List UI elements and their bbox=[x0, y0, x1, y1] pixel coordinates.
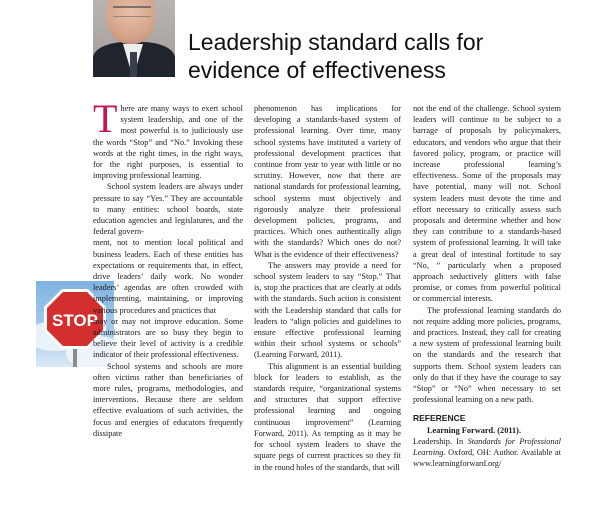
reference-author: Learning Forward. (2011). bbox=[427, 425, 522, 435]
paragraph-text: may or may not improve education. Some administrators are so busy they begin to believe their level of activity is a credible indicator of their professional effectiveness. bbox=[93, 316, 243, 360]
paragraph-text: The answers may provide a need for school system leaders to say “Stop.” That is, stop the practices that are clearly at odds with the standards. Such action is consistent with the Leadership standard that calls for leaders to “align policies and guidelines to ensure effective professional learning within their school systems or schools” (Learning Forward, 2011). bbox=[254, 260, 401, 360]
reference-entry bbox=[413, 425, 561, 436]
reference-entry bbox=[413, 436, 561, 470]
article-title: Leadership standard calls for evidence of effectiveness bbox=[188, 29, 484, 83]
paragraph-text: The professional learning standards do not require adding more policies, programs, and practices. Instead, they call for creating a new system of professional learning built on the standards and the research that supports them. School system leaders can only do that if they have the courage to say “Stop” or “No” when necessary to set professional learning on a new path. bbox=[413, 305, 561, 405]
paragraph-text: ment, not to mention local political and business leaders. Each of these entities has expectations or requirements that, in effect, drive leaders’ daily work. No wonder leaders’ agendas are often crowded with implementing, maintaining, or improving various procedures and practices that bbox=[93, 238, 243, 315]
author-glasses bbox=[113, 6, 151, 17]
paragraph-text: School systems and schools are more often victims rather than beneficiaries of more rules, programs, methodologies, and interventions. Because there are seldom effective evaluations of such activities, the focus and energies of educators frequently dissipate bbox=[93, 361, 243, 438]
paragraph-text: phenomenon has implications for developing a standards-based system of professional learning. Over time, many school systems have instituted a variety of professional development practices that continue from year to year with little or no scrutiny. However, now that there are national standards for professional learning, school systems must objectively and rigorously analyze their professional development policies, programs, and practices. Which ones authentically align with the standards? Which ones do not? What is the evidence of their effectiveness? bbox=[254, 104, 401, 259]
author-photo bbox=[93, 0, 175, 77]
column-3 bbox=[413, 103, 561, 470]
paragraph-text: not the end of the challenge. School system leaders will continue to be subject to a barrage of proposals by policymakers, educators, and vendors who argue that their favored policy, program, or practice will increase professional learning’s effectiveness. Some of the proposals may have potential, many will not. School system leaders must devote the time and effort necessary to critically assess such proposals and determine whether and how they can contribute to a standards-based system of professional learning. It will take a great deal of intestinal fortitude to say “No, ” particularly when a proposed approach seductively glitters with false promise, or comes from powerful political or commercial interests. bbox=[413, 104, 561, 304]
drop-cap: T bbox=[93, 96, 118, 141]
paragraph-text: here are many ways to exert school system leadership, and one of the most powerful is to judiciously use the words “Stop” and “No.” Invoking these words at the right times, in the right ways, for the right purposes, is essential to improving professional learning. bbox=[93, 104, 243, 181]
column-1 bbox=[93, 96, 243, 439]
paragraph-text: This alignment is an essential building block for leaders to establish, as the standards require, “organizational systems and structures that support effective professional learning and ongoing continuous improvement” (Learning Forward, 2011). As tempting as it may be for school system leaders to shave the square pegs of current practices so they fit in the round holes of the standards, that will bbox=[254, 361, 401, 472]
column-2 bbox=[254, 103, 401, 473]
reference-text: Leadership. In bbox=[413, 436, 468, 446]
stop-sign-text: STOP bbox=[52, 311, 98, 330]
reference-text: Oxford, OH: Author. Available at www.learningforward.org/ bbox=[413, 448, 561, 469]
author-tie bbox=[130, 52, 137, 77]
reference-heading: REFERENCE bbox=[413, 413, 466, 424]
paragraph-text: School system leaders are always under pressure to say “Yes.” They are accountable to many entities: school boards, state education agencies and legislatures, and the federal govern- bbox=[93, 182, 243, 237]
reference-title: Standards for Professional Learning. bbox=[413, 436, 561, 458]
